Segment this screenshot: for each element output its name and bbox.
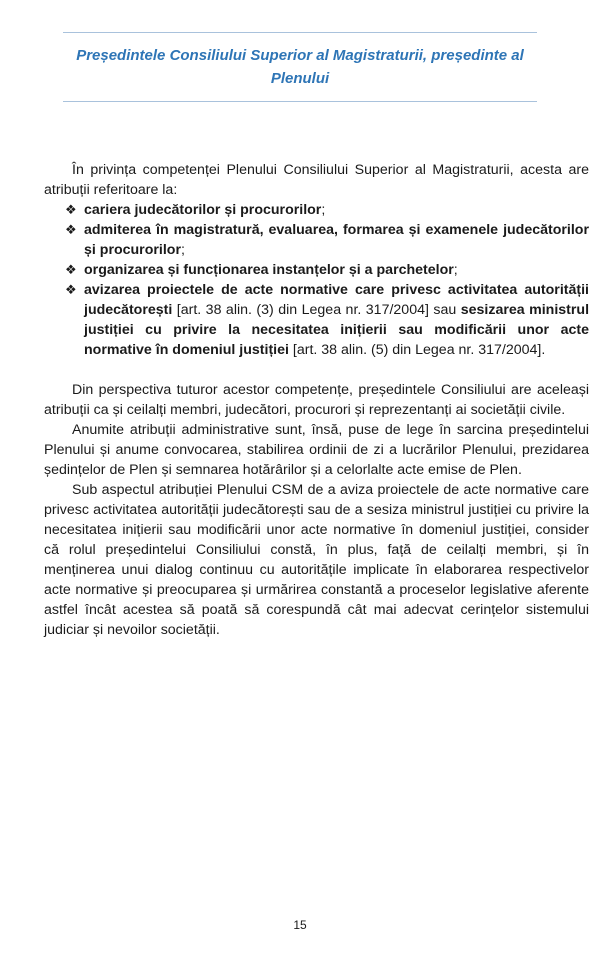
list-item-bold-text: organizarea și funcționarea instanțelor și a parchetelor xyxy=(84,262,454,278)
legal-reference: [art. 38 alin. (3) din Legea nr. 317/2004] sau xyxy=(172,302,461,318)
list-item xyxy=(44,200,589,220)
list-item-text: ; xyxy=(453,262,458,278)
paragraph: Anumite atribuții administrative sunt, însă, puse de lege în sarcina președintelui Plenului și anume convocarea, stabilirea ordinii de zi a lucrărilor Plenului, prezidarea ședințelor de Plen și semnarea hotărârilor și a celorlalte acte emise de Plen. xyxy=(44,422,589,478)
document-body xyxy=(44,160,589,640)
list-item xyxy=(44,260,589,280)
list-item-bold-text: admiterea în magistratură, evaluarea, formarea și examenele judecătorilor și procurorilor xyxy=(84,222,589,258)
paragraph: Sub aspectul atribuției Plenului CSM de a aviza proiectele de acte normative care privesc activitatea autorității judecătorești sau de a sesiza ministrul justiției cu privire la necesitatea inițierii sau modificării unor acte normative în domeniul justiției, consider că rolul președintelui Consiliului constă, în plus, față de ceilalți membri, și în menținerea unui dialog continuu cu autoritățile implicate în elaborarea respectivelor acte normative și preocuparea și urmărirea constantă a proceselor legislative aferente astfel încât acestea să poată să corespundă cât mai adecvat cerințelor sistemului judiciar și nevoilor societății. xyxy=(44,482,589,638)
list-item-bold-text: avizarea proiectele de acte normative care privesc activitatea autorității judecătorești xyxy=(84,282,589,318)
intro-paragraph: În privința competenței Plenului Consiliului Superior al Magistraturii, acesta are atribuții referitoare la: xyxy=(44,162,589,198)
legal-reference: [art. 38 alin. (5) din Legea nr. 317/2004]. xyxy=(288,342,546,358)
paragraph: Din perspectiva tuturor acestor competențe, președintele Consiliului are aceleași atribuții ca și ceilalți membri, judecători, procurori și reprezentanți ai societății civile. xyxy=(44,382,589,418)
section-title: Președintele Consiliului Superior al Magistraturii, președinte al Plenului xyxy=(76,47,524,87)
diamond-bullet-icon: ❖ xyxy=(65,282,77,297)
list-item xyxy=(44,220,589,260)
list-item-text: ; xyxy=(321,202,326,218)
diamond-bullet-icon: ❖ xyxy=(65,262,77,277)
attributions-list xyxy=(44,200,589,360)
list-item-bold-text: sesizarea ministrul justiției cu privire la necesitatea inițierii sau modificării unor acte normative în domeniul justiției xyxy=(84,302,590,358)
page-number: 15 xyxy=(293,918,307,932)
header-bottom-rule xyxy=(63,101,537,102)
diamond-bullet-icon: ❖ xyxy=(65,202,77,217)
list-item xyxy=(44,280,589,360)
list-item-text: ; xyxy=(180,242,185,258)
header-top-rule xyxy=(63,32,537,33)
list-item-bold-text: cariera judecătorilor și procurorilor xyxy=(84,202,322,218)
diamond-bullet-icon: ❖ xyxy=(65,222,77,237)
